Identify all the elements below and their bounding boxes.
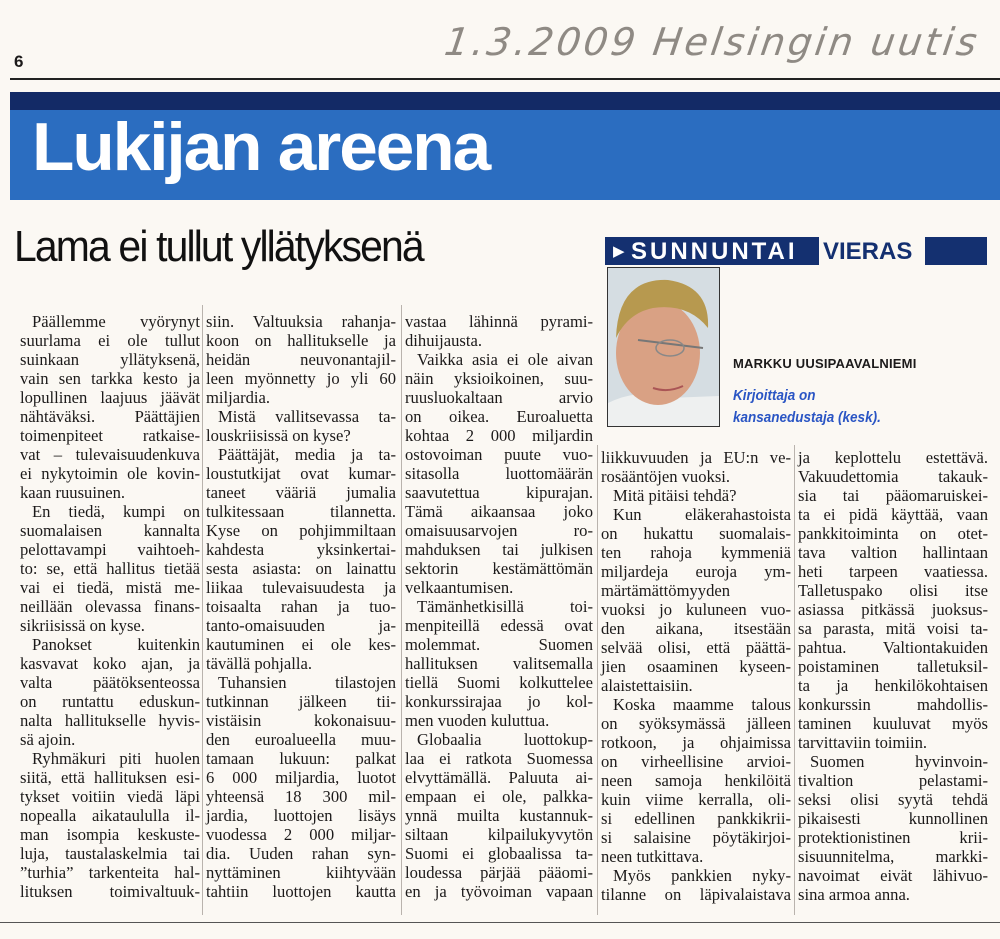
text-line: sisuunnitelma, markki- <box>798 847 988 866</box>
text-line: rosääntöjen vuoksi. <box>601 467 731 486</box>
label-sunnuntai: SUNNUNTAI <box>631 238 798 265</box>
page-number: 6 <box>14 52 24 71</box>
text-line: sä ajoin. <box>20 730 76 749</box>
text-line: den euroalueella muu- <box>206 730 396 749</box>
text-line: 6 000 miljardia, luotot <box>206 768 396 787</box>
text-line: näin yksioikoinen, suu- <box>405 369 593 388</box>
text-line: tahtiin luottojen kautta <box>206 882 396 901</box>
section-title: Lukijan areena <box>32 109 490 185</box>
text-line: selvää olisi, että päättä- <box>601 638 791 657</box>
column-divider <box>597 445 598 915</box>
article-column-3 <box>405 312 593 901</box>
header-rule <box>10 78 1000 80</box>
text-line: dihuijausta. <box>405 331 482 350</box>
paragraph <box>405 350 593 597</box>
text-line: toimenpiteet ratkaise- <box>20 426 200 445</box>
text-line: vain sen tarkka kesto ja <box>20 369 200 388</box>
paragraph <box>20 749 200 901</box>
paragraph <box>206 445 396 673</box>
text-line: pankkitoiminta on otet- <box>798 524 988 543</box>
text-line: dia. Uuden rahan syn- <box>206 844 396 863</box>
column-divider <box>401 305 402 915</box>
text-line: kahdesta yksinkertai- <box>206 540 396 559</box>
text-line: si salaisine pöytäkirjoi- <box>601 828 791 847</box>
text-line: seksi olisi syytä tehdä <box>798 790 988 809</box>
paragraph <box>798 448 988 752</box>
text-line: en ja työvoiman vapaan <box>405 882 593 901</box>
text-line: luja, taustalaskelmia tai <box>20 844 200 863</box>
text-line: tulkitessaan tilannetta. <box>206 502 396 521</box>
text-line: navoimat eivät lähivuo- <box>798 866 988 885</box>
text-line: vuoksi jo kuluneen vuo- <box>601 600 791 619</box>
text-line: Tämä aikaansaa joko <box>405 502 593 521</box>
text-line: Kyse on pohjimmiltaan <box>206 521 396 540</box>
text-line: loustutkijat ovat kumar- <box>206 464 396 483</box>
text-line: siltaan kilpailukyvytön <box>405 825 593 844</box>
text-line: pikaisesti kunnollinen <box>798 809 988 828</box>
text-line: vistäisin kokonaisuu- <box>206 711 396 730</box>
article-column-1 <box>20 312 200 901</box>
text-line: Mistä vallitsevassa ta- <box>218 407 396 426</box>
text-line: Koska maamme talous <box>613 695 791 714</box>
text-line: asiassa pitkässä juoksus- <box>798 600 988 619</box>
paragraph <box>601 448 791 486</box>
text-line: Mitä pitäisi tehdä? <box>613 486 737 505</box>
article-column-5 <box>798 448 988 904</box>
text-line: ruusluokaltaan arvio <box>405 388 593 407</box>
text-line: neen samoja henkilöitä <box>601 771 791 790</box>
text-line: velkaantumisen. <box>405 578 514 597</box>
article-headline: Lama ei tullut yllätyksenä <box>14 222 423 271</box>
text-line: to: se, että hallitus tietää <box>20 559 200 578</box>
text-line: miljardeja euroja ym- <box>601 562 791 581</box>
text-line: laa ei ratkota Suomessa <box>405 749 593 768</box>
text-line: miljardia. <box>206 388 271 407</box>
paragraph <box>206 673 396 901</box>
text-line: sikriisissä on kyse. <box>20 616 145 635</box>
paragraph <box>206 312 396 407</box>
text-line: tarvittaviin toimiin. <box>798 733 928 752</box>
text-line: empaan ei ole, palkka- <box>405 787 593 806</box>
text-line: Talletuspako olisi itse <box>798 581 988 600</box>
text-line: sia tai pääomaruiskei- <box>798 486 988 505</box>
text-line: alaistettaisiin. <box>601 676 693 695</box>
text-line: märtämättömyyden <box>601 581 731 600</box>
text-line: valta päätöksenteossa <box>20 673 200 692</box>
text-line: mahduksen tai julkisen <box>405 540 593 559</box>
text-line: rotkoon, ja ohjaimissa <box>601 733 791 752</box>
text-line: den aikana, itsestään <box>601 619 791 638</box>
text-line: loudessa pärjää pääomi- <box>405 863 593 882</box>
text-line: omaisuusarvojen ro- <box>405 521 593 540</box>
text-line: menpiteillä edessä ovat <box>405 616 593 635</box>
text-line: ynnä muilta kustannuk- <box>405 806 593 825</box>
text-line: tava valtion hallintaan <box>798 543 988 562</box>
text-line: ta ei pidä käyttää, vaan <box>798 505 988 524</box>
paragraph <box>798 752 988 904</box>
text-line: heti tarpeen vaatiessa. <box>798 562 988 581</box>
text-line: neillään olevassa finans- <box>20 597 200 616</box>
handwritten-date-note: 1.3.2009 Helsingin uutis <box>441 20 983 64</box>
text-line: Panokset kuitenkin <box>32 635 200 654</box>
paragraph <box>405 312 593 350</box>
text-line: vai ei tiedä, mistä me- <box>20 578 200 597</box>
text-line: protektionistinen krii- <box>798 828 988 847</box>
bottom-rule <box>0 922 1000 923</box>
portrait-illustration <box>608 268 719 426</box>
text-line: Globaalia luottokup- <box>417 730 593 749</box>
text-line: Vakuudettomia takauk- <box>798 467 988 486</box>
paragraph <box>405 597 593 730</box>
text-line: louskriisissä on kyse? <box>206 426 351 445</box>
text-line: Tämänhetkisillä toi- <box>417 597 593 616</box>
author-name: MARKKU UUSIPAAVALNIEMI <box>733 356 917 371</box>
text-line: ostovoiman puute vuo- <box>405 445 593 464</box>
text-line: tävällä pohjalla. <box>206 654 312 673</box>
text-line: on oikea. Euroaluetta <box>405 407 593 426</box>
guest-column-label <box>605 237 987 265</box>
text-line: nähtäväksi. Päättäjien <box>20 407 200 426</box>
text-line: kohtaa 2 000 miljardin <box>405 426 593 445</box>
text-line: Suomi ei globaalissa ta- <box>405 844 593 863</box>
text-line: kasvavat koko ajan, ja <box>20 654 200 673</box>
text-line: neen tutkittava. <box>601 847 704 866</box>
text-line: taneet vääriä jumalia <box>206 483 396 502</box>
label-end-block <box>925 237 987 265</box>
text-line: ta ja henkilökohtaisen <box>798 676 988 695</box>
paragraph <box>20 502 200 635</box>
text-line: suinkaan yllätyksenä, <box>20 350 200 369</box>
text-line: Suomen hyvinvoin- <box>810 752 988 771</box>
text-line: Myös pankkien nyky- <box>613 866 791 885</box>
text-line: toisaalta rahan ja tuo- <box>206 597 396 616</box>
text-line: vuodessa 2 000 miljar- <box>206 825 396 844</box>
text-line: tilanne on läpivalaistava <box>601 885 791 904</box>
column-divider <box>794 445 795 915</box>
text-line: siitä, että hallituksen esi- <box>20 768 200 787</box>
text-line: Kun eläkerahastoista <box>613 505 791 524</box>
paragraph <box>601 866 791 904</box>
text-line: hallituksen valitsemalla <box>405 654 593 673</box>
text-line: tiellä Suomi kolkuttelee <box>405 673 593 692</box>
text-line: sa parasta, mitä voisi ta- <box>798 619 988 638</box>
column-divider <box>202 305 203 915</box>
text-line: tanto-omaisuuden ja- <box>206 616 396 635</box>
text-line: konkurssirajaa jo kol- <box>405 692 593 711</box>
text-line: saavutettua kipurajan. <box>405 483 593 502</box>
text-line: konkurssin mahdollis- <box>798 695 988 714</box>
text-line: suurlama ei ole tullut <box>20 331 200 350</box>
text-line: on runtattu eduskun- <box>20 692 200 711</box>
label-vieras: VIERAS <box>823 238 913 265</box>
text-line: sina armoa anna. <box>798 885 910 904</box>
text-line: suomalaisen kannalta <box>20 521 200 540</box>
text-line: lopullinen laajuus jäävät <box>20 388 200 407</box>
paragraph <box>206 407 396 445</box>
paragraph <box>405 730 593 901</box>
text-line: yhteensä 18 300 mil- <box>206 787 396 806</box>
text-line: siin. Valtuuksia rahanja- <box>206 312 396 331</box>
text-line: sesta asiasta: on lainattu <box>206 559 396 578</box>
caption-line: kansanedustaja (kesk). <box>733 409 881 426</box>
paragraph <box>20 312 200 502</box>
text-line: liikaa tulevaisuudesta ja <box>206 578 396 597</box>
text-line: sektorin kestämättömän <box>405 559 593 578</box>
arrow-right-icon: ▶ <box>613 242 625 260</box>
text-line: poistaminen talletuksil- <box>798 657 988 676</box>
text-line: leen myönnetty jo yli 60 <box>206 369 396 388</box>
article-column-4 <box>601 448 791 904</box>
text-line: tutkinnan jälkeen tii- <box>206 692 396 711</box>
text-line: heidän neuvonantajil- <box>206 350 396 369</box>
text-line: jien osaaminen kyseen- <box>601 657 791 676</box>
text-line: men vuoden kuluttua. <box>405 711 550 730</box>
text-line: koon on hallitukselle ja <box>206 331 396 350</box>
text-line: kuin viime kerralla, oli- <box>601 790 791 809</box>
text-line: En tiedä, kumpi on <box>32 502 200 521</box>
text-line: on virheellisine arvioi- <box>601 752 791 771</box>
text-line: pahtua. Valtiontakuiden <box>798 638 988 657</box>
text-line: vastaa lähinnä pyrami- <box>405 312 593 331</box>
text-line: si edellinen pankkikrii- <box>601 809 791 828</box>
text-line: Ryhmäkuri piti huolen <box>32 749 200 768</box>
paragraph <box>601 505 791 695</box>
text-line: ja keplottelu estettävä. <box>798 448 988 467</box>
text-line: nopealla aikataululla il- <box>20 806 200 825</box>
author-caption <box>733 385 881 429</box>
text-line: lituksen toimivaltuuk- <box>20 882 200 901</box>
text-line: on hukattu suomalais- <box>601 524 791 543</box>
text-line: molemmat. Suomen <box>405 635 593 654</box>
text-line: taminen kuuluvat myös <box>798 714 988 733</box>
text-line: pelottavampi vaihtoeh- <box>20 540 200 559</box>
text-line: Vaikka asia ei ole aivan <box>417 350 593 369</box>
paragraph <box>601 486 791 505</box>
text-line: kautuminen ei ole kes- <box>206 635 396 654</box>
text-line: nalta hallitukselle hyvis- <box>20 711 200 730</box>
text-line: tykset voitiin viedä läpi <box>20 787 200 806</box>
text-line: Päättäjät, media ja ta- <box>218 445 396 464</box>
text-line: man isompia keskuste- <box>20 825 200 844</box>
article-column-2 <box>206 312 396 901</box>
text-line: kaan ruusuinen. <box>20 483 126 502</box>
text-line: tamaan lukuun: palkat <box>206 749 396 768</box>
text-line: elvyttämällä. Paluuta ai- <box>405 768 593 787</box>
text-line: ”turhia” tarkenteita hal- <box>20 863 200 882</box>
text-line: sitasolla luottomäärän <box>405 464 593 483</box>
text-line: tivaltion pelastami- <box>798 771 988 790</box>
text-line: vat – tulevaisuudenkuva <box>20 445 200 464</box>
text-line: ten rahoja kymmeniä <box>601 543 791 562</box>
text-line: nyttäminen kiihtyvään <box>206 863 396 882</box>
paragraph <box>20 635 200 749</box>
text-line: on syöksymässä jälleen <box>601 714 791 733</box>
text-line: Tuhansien tilastojen <box>218 673 396 692</box>
text-line: ei nykytoimin ole kovin- <box>20 464 200 483</box>
paragraph <box>601 695 791 866</box>
author-photo <box>607 267 720 427</box>
caption-line: Kirjoittaja on <box>733 387 816 404</box>
text-line: liikkuvuuden ja EU:n ve- <box>601 448 791 467</box>
text-line: jardia, luottojen lisäys <box>206 806 396 825</box>
text-line: Päällemme vyörynyt <box>32 312 200 331</box>
